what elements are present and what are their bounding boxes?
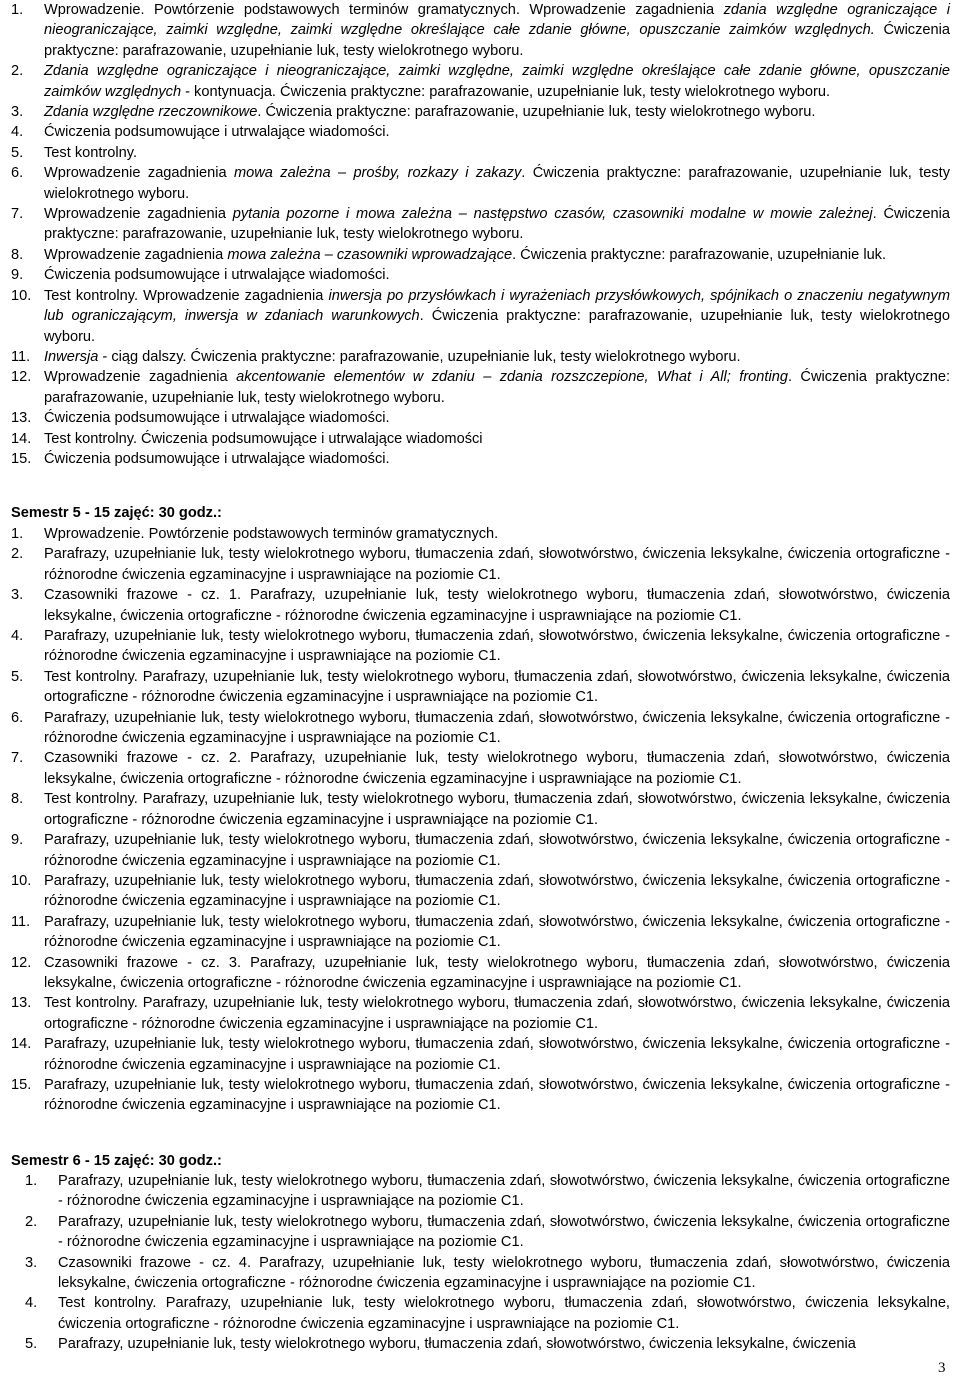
list-item xyxy=(11,953,950,994)
list-item xyxy=(11,585,950,626)
item-text: Czasowniki frazowe - cz. 2. Parafrazy, uzupełnianie luk, testy wielokrotnego wyboru, tłumaczenia zdań, słowotwórstwo, ćwiczenia leksykalne, ćwiczenia ortograficzne - różnorodne ćwiczenia egzaminacyjne i usprawniające na poziomie C1. xyxy=(44,750,950,787)
item-text: Czasowniki frazowe - cz. 4. Parafrazy, uzupełnianie luk, testy wielokrotnego wyboru, tłumaczenia zdań, słowotwórstwo, ćwiczenia leksykalne, ćwiczenia ortograficzne - różnorodne ćwiczenia egzaminacyjne i usprawniające na poziomie C1. xyxy=(58,1254,950,1292)
item-number: 2. xyxy=(25,1213,38,1230)
item-number: 14. xyxy=(11,1036,32,1053)
item-text: Test kontrolny. Parafrazy, uzupełnianie luk, testy wielokrotnego wyboru, tłumaczenia zdań, słowotwórstwo, ćwiczenia leksykalne, ćwiczenia ortograficzne - różnorodne ćwiczenia egzaminacyjne i usprawniające na poziomie C1. xyxy=(44,995,950,1032)
list-item xyxy=(11,1034,950,1075)
item-number: 7. xyxy=(11,206,24,223)
list-item xyxy=(11,286,951,347)
item-text: Ćwiczenia podsumowujące i utrwalające wiadomości. xyxy=(44,450,390,467)
semester-5-topic-list xyxy=(0,524,960,1116)
item-text: . Ćwiczenia praktyczne: parafrazowanie, uzupełnianie luk, testy wielokrotnego wyboru. xyxy=(44,165,950,202)
item-number: 8. xyxy=(11,791,24,808)
item-number: 9. xyxy=(11,832,24,849)
list-item xyxy=(11,912,950,953)
list-item xyxy=(11,748,950,789)
item-text: - ciąg dalszy. Ćwiczenia praktyczne: parafrazowanie, uzupełnianie luk, testy wielokrotnego wyboru. xyxy=(98,348,741,365)
list-item xyxy=(11,993,950,1034)
item-topic-italic: mowa zależna – czasowniki wprowadzające xyxy=(227,246,513,263)
item-text: . Ćwiczenia praktyczne: parafrazowanie, uzupełnianie luk, testy wielokrotnego wyboru. xyxy=(44,206,950,243)
list-item xyxy=(11,347,950,367)
list-item xyxy=(11,61,950,102)
item-text: Ćwiczenia praktyczne: parafrazowanie, uzupełnianie luk, testy wielokrotnego wyboru. xyxy=(44,22,950,59)
semester-5-heading: Semestr 5 - 15 zajęć: 30 godz.: xyxy=(11,505,222,521)
list-item xyxy=(11,143,950,163)
item-text: Wprowadzenie zagadnienia xyxy=(44,165,234,182)
list-item xyxy=(11,626,950,667)
list-item xyxy=(11,204,950,245)
item-number: 8. xyxy=(11,246,24,263)
item-topic-italic: akcentowanie elementów w zdaniu – zdania rozszczepione, What i All; fronting xyxy=(236,369,788,386)
page-number: 3 xyxy=(938,1360,946,1376)
list-item xyxy=(11,429,950,449)
item-text: Parafrazy, uzupełnianie luk, testy wielokrotnego wyboru, tłumaczenia zdań, słowotwórstwo, ćwiczenia leksykalne, ćwiczenia ortograficzne - różnorodne ćwiczenia egzaminacyjne i usprawniające na poziomie C1. xyxy=(58,1213,950,1251)
list-item xyxy=(11,0,950,61)
item-text: Wprowadzenie zagadnienia xyxy=(44,369,237,386)
list-item xyxy=(11,524,950,544)
item-text: Parafrazy, uzupełnianie luk, testy wielokrotnego wyboru, tłumaczenia zdań, słowotwórstwo, ćwiczenia leksykalne, ćwiczenia ortograficzne - różnorodne ćwiczenia egzaminacyjne i usprawniające na poziomie C1. xyxy=(44,872,950,910)
item-text: Parafrazy, uzupełnianie luk, testy wielokrotnego wyboru, tłumaczenia zdań, słowotwórstwo, ćwiczenia leksykalne, ćwiczenia ortograficzne - różnorodne ćwiczenia egzaminacyjne i usprawniające na poziomie C1. xyxy=(44,628,950,665)
item-number: 12. xyxy=(11,954,32,971)
item-text: Czasowniki frazowe - cz. 1. Parafrazy, uzupełnianie luk, testy wielokrotnego wyboru, tłumaczenia zdań, słowotwórstwo, ćwiczenia leksykalne, ćwiczenia ortograficzne - różnorodne ćwiczenia egzaminacyjne i usprawniające na poziomie C1. xyxy=(44,587,950,624)
list-item xyxy=(25,1253,950,1294)
item-text: . Ćwiczenia praktyczne: parafrazowanie, uzupełnianie luk, testy wielokrotnego wyboru. xyxy=(257,104,816,121)
item-number: 6. xyxy=(11,165,24,182)
item-number: 6. xyxy=(11,709,24,726)
item-number: 14. xyxy=(11,430,32,447)
list-item xyxy=(25,1212,950,1253)
item-number: 1. xyxy=(11,2,24,18)
item-number: 15. xyxy=(11,1076,32,1093)
item-number: 10. xyxy=(11,872,32,889)
item-text: - kontynuacja. Ćwiczenia praktyczne: parafrazowanie, uzupełnianie luk, testy wielokrotnego wyboru. xyxy=(181,83,831,100)
item-text: Wprowadzenie. Powtórzenie podstawowych terminów gramatycznych. xyxy=(44,526,499,542)
list-item xyxy=(11,163,950,204)
item-text: Test kontrolny. xyxy=(44,144,138,161)
list-item xyxy=(25,1334,950,1354)
item-number: 13. xyxy=(11,410,32,427)
item-topic-italic: inwersja po przysłówkach i wyrażeniach przysłówkowych, spójnikach o znaczeniu negatywnym lub ograniczającym, inwersja w zdaniach warunkowych xyxy=(44,287,950,325)
item-number: 3. xyxy=(25,1254,38,1271)
list-item xyxy=(11,122,950,142)
list-item xyxy=(11,544,950,585)
list-item xyxy=(11,245,950,265)
item-number: 13. xyxy=(11,995,32,1012)
list-item xyxy=(11,871,950,912)
item-text: Parafrazy, uzupełnianie luk, testy wielokrotnego wyboru, tłumaczenia zdań, słowotwórstwo, ćwiczenia leksykalne, ćwiczenia ortograficzne - różnorodne ćwiczenia egzaminacyjne i usprawniające na poziomie C1. xyxy=(44,832,950,869)
item-number: 4. xyxy=(25,1295,38,1312)
item-number: 4. xyxy=(11,628,24,645)
list-item xyxy=(11,708,950,749)
item-text: Parafrazy, uzupełnianie luk, testy wielokrotnego wyboru, tłumaczenia zdań, słowotwórstwo, ćwiczenia leksykalne, ćwiczenia xyxy=(58,1336,856,1353)
item-number: 1. xyxy=(11,526,24,542)
semester-6-topic-list xyxy=(0,1171,960,1355)
item-number: 1. xyxy=(25,1173,38,1189)
list-item xyxy=(11,830,950,871)
item-text: Test kontrolny. Parafrazy, uzupełnianie luk, testy wielokrotnego wyboru, tłumaczenia zdań, słowotwórstwo, ćwiczenia leksykalne, ćwiczenia ortograficzne - różnorodne ćwiczenia egzaminacyjne i usprawniające na poziomie C1. xyxy=(44,791,950,828)
item-topic-italic: zdania względne ograniczające i nieograniczające, zaimki względne, zaimki względne określające całe zdanie główne, opuszczanie zaimków względnych. xyxy=(44,2,950,39)
item-text: Wprowadzenie zagadnienia xyxy=(44,246,228,263)
item-text: Ćwiczenia podsumowujące i utrwalające wiadomości. xyxy=(44,267,390,284)
item-text: . Ćwiczenia praktyczne: parafrazowanie, uzupełnianie luk, testy wielokrotnego wyboru. xyxy=(44,308,951,345)
item-text: Czasowniki frazowe - cz. 3. Parafrazy, uzupełnianie luk, testy wielokrotnego wyboru, tłumaczenia zdań, słowotwórstwo, ćwiczenia leksykalne, ćwiczenia ortograficzne - różnorodne ćwiczenia egzaminacyjne i usprawniające na poziomie C1. xyxy=(44,954,950,991)
item-text: Parafrazy, uzupełnianie luk, testy wielokrotnego wyboru, tłumaczenia zdań, słowotwórstwo, ćwiczenia leksykalne, ćwiczenia ortograficzne - różnorodne ćwiczenia egzaminacyjne i usprawniające na poziomie C1. xyxy=(44,1036,950,1073)
item-text: . Ćwiczenia praktyczne: parafrazowanie, uzupełnianie luk. xyxy=(512,246,887,263)
item-topic-italic: Zdania względne rzeczownikowe xyxy=(44,104,258,121)
item-text: Parafrazy, uzupełnianie luk, testy wielokrotnego wyboru, tłumaczenia zdań, słowotwórstwo, ćwiczenia leksykalne, ćwiczenia ortograficzne - różnorodne ćwiczenia egzaminacyjne i usprawniające na poziomie C1. xyxy=(44,913,950,951)
item-number: 11. xyxy=(11,913,31,930)
item-number: 5. xyxy=(25,1336,38,1353)
item-text: Parafrazy, uzupełnianie luk, testy wielokrotnego wyboru, tłumaczenia zdań, słowotwórstwo, ćwiczenia leksykalne, ćwiczenia ortograficzne - różnorodne ćwiczenia egzaminacyjne i usprawniające na poziomie C1. xyxy=(44,709,950,747)
item-text: Parafrazy, uzupełnianie luk, testy wielokrotnego wyboru, tłumaczenia zdań, słowotwórstwo, ćwiczenia leksykalne, ćwiczenia ortograficzne - różnorodne ćwiczenia egzaminacyjne i usprawniające na poziomie C1. xyxy=(44,1076,950,1114)
semester-6-heading: Semestr 6 - 15 zajęć: 30 godz.: xyxy=(11,1153,222,1169)
list-item xyxy=(25,1171,950,1212)
item-text: Parafrazy, uzupełnianie luk, testy wielokrotnego wyboru, tłumaczenia zdań, słowotwórstwo, ćwiczenia leksykalne, ćwiczenia ortograficzne - różnorodne ćwiczenia egzaminacyjne i usprawniające na poziomie C1. xyxy=(58,1173,950,1210)
list-item xyxy=(11,449,950,469)
item-number: 7. xyxy=(11,750,24,767)
item-number: 15. xyxy=(11,450,32,467)
item-text: . Ćwiczenia praktyczne: parafrazowanie, uzupełnianie luk, testy wielokrotnego wyboru. xyxy=(44,369,950,406)
list-item xyxy=(11,408,950,428)
item-number: 3. xyxy=(11,104,24,121)
item-number: 9. xyxy=(11,267,24,284)
item-number: 5. xyxy=(11,144,24,161)
list-item xyxy=(11,667,950,708)
list-item xyxy=(11,102,950,122)
item-text: Parafrazy, uzupełnianie luk, testy wielokrotnego wyboru, tłumaczenia zdań, słowotwórstwo, ćwiczenia leksykalne, ćwiczenia ortograficzne - różnorodne ćwiczenia egzaminacyjne i usprawniające na poziomie C1. xyxy=(44,546,950,583)
item-number: 4. xyxy=(11,124,24,141)
item-topic-italic: Inwersja xyxy=(44,348,99,365)
item-text: Test kontrolny. Ćwiczenia podsumowujące i utrwalające wiadomości xyxy=(44,430,483,447)
item-number: 2. xyxy=(11,63,24,80)
list-item xyxy=(11,1075,950,1116)
item-text: Ćwiczenia podsumowujące i utrwalające wiadomości. xyxy=(44,124,390,141)
item-number: 11. xyxy=(11,348,31,365)
list-item xyxy=(11,265,950,285)
item-number: 3. xyxy=(11,587,24,604)
item-number: 10. xyxy=(11,287,32,304)
item-topic-italic: Zdania względne ograniczające i nieograniczające, zaimki względne, zaimki względne określające całe zdanie główne, opuszczanie zaimków względnych xyxy=(44,63,950,100)
item-number: 5. xyxy=(11,668,24,685)
item-text: Ćwiczenia podsumowujące i utrwalające wiadomości. xyxy=(44,410,390,427)
list-item xyxy=(25,1293,950,1334)
item-text: Test kontrolny. Parafrazy, uzupełnianie luk, testy wielokrotnego wyboru, tłumaczenia zdań, słowotwórstwo, ćwiczenia leksykalne, ćwiczenia ortograficzne - różnorodne ćwiczenia egzaminacyjne i usprawniające na poziomie C1. xyxy=(44,668,950,706)
item-number: 2. xyxy=(11,546,24,563)
item-text: Test kontrolny. Parafrazy, uzupełnianie luk, testy wielokrotnego wyboru, tłumaczenia zdań, słowotwórstwo, ćwiczenia leksykalne, ćwiczenia ortograficzne - różnorodne ćwiczenia egzaminacyjne i usprawniające na poziomie C1. xyxy=(58,1295,950,1332)
item-number: 12. xyxy=(11,369,32,386)
list-item xyxy=(11,789,950,830)
item-text: Wprowadzenie. Powtórzenie podstawowych terminów gramatycznych. Wprowadzenie zagadnienia xyxy=(44,2,724,18)
item-text: Test kontrolny. Wprowadzenie zagadnienia xyxy=(44,287,329,304)
topic-list-previous-semester xyxy=(0,0,960,469)
item-text: Wprowadzenie zagadnienia xyxy=(44,206,233,223)
item-topic-italic: mowa zależna – prośby, rozkazy i zakazy xyxy=(233,165,522,182)
list-item xyxy=(11,367,950,408)
item-topic-italic: pytania pozorne i mowa zależna – następstwo czasów, czasowniki modalne w mowie zależnej xyxy=(232,206,873,223)
